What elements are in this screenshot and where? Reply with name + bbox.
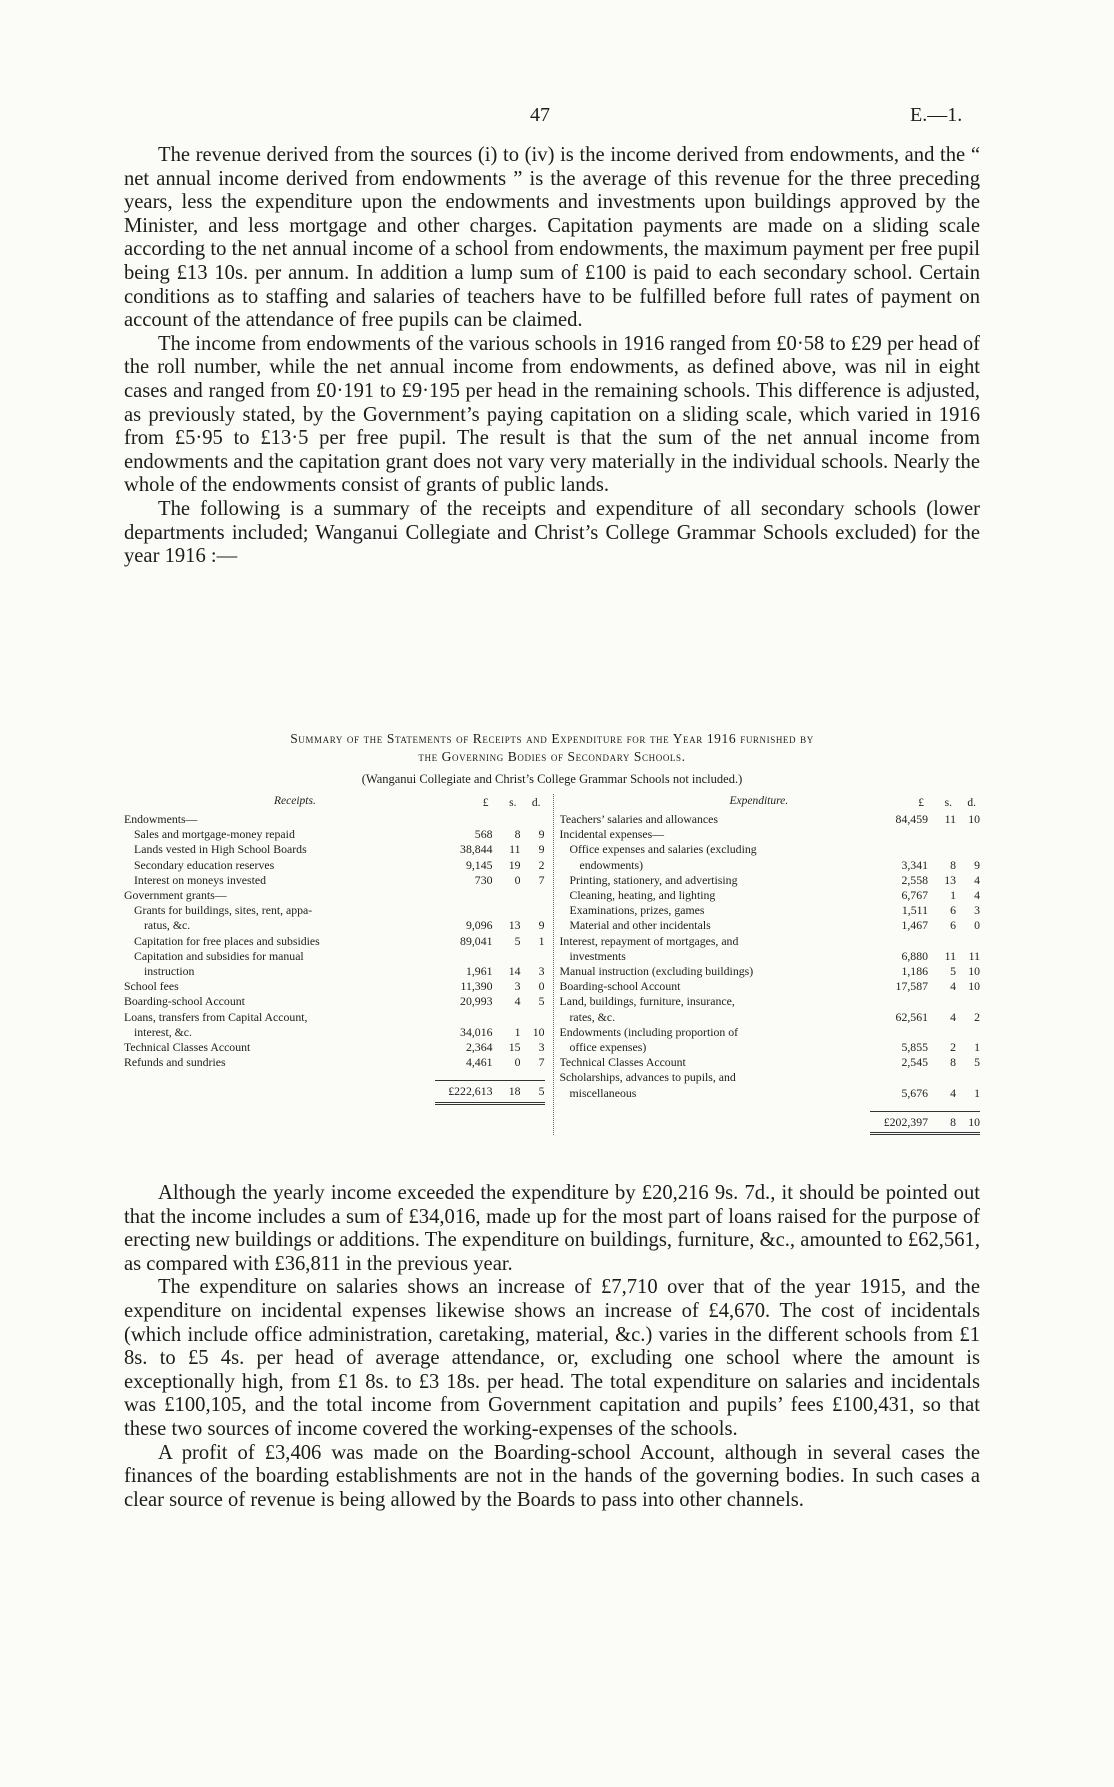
table-row xyxy=(560,858,981,873)
row-label: interest, &c. xyxy=(134,1024,192,1039)
row-label: rates, &c. xyxy=(569,1009,616,1024)
pence-cell: 5 xyxy=(974,1055,980,1070)
pence-cell: 3 xyxy=(974,903,980,918)
shillings-cell: 1 xyxy=(950,888,956,903)
row-amount xyxy=(870,979,980,994)
row-amount xyxy=(435,858,545,873)
receipts-rows xyxy=(124,812,545,1070)
row-label: Interest on moneys invested xyxy=(134,872,267,887)
row-label: Boarding-school Account xyxy=(124,994,245,1009)
pence-cell: 0 xyxy=(538,979,545,994)
row-amount xyxy=(870,873,980,888)
table-row xyxy=(560,1010,981,1025)
row-amount xyxy=(870,964,980,979)
shillings-cell: 2 xyxy=(950,1040,956,1055)
row-amount xyxy=(435,979,545,994)
table-row xyxy=(124,1025,545,1040)
row-label: Government grants— xyxy=(124,888,227,903)
pence-unit: d. xyxy=(531,797,541,809)
table-row xyxy=(124,842,545,857)
row-amount xyxy=(435,873,545,888)
paragraph: The income from endowments of the various schools in 1916 ranged from £0·58 to £29 per head of the roll number, while the net annual income from endowments, as defined above, was nil in eight cases and ranged from £0·191 to £9·195 per head in the remaining schools. This difference is adjusted, as previously stated, by the Government’s paying capitation on a sliding scale, which varied in 1916 from £5·95 to £13·5 per free pupil. The result is that the sum of the net annual income from endowments and the capitation grant does not vary very materially in the individual schools. Nearly the whole of the endowments consist of grants of public lands. xyxy=(124,332,980,497)
currency-units xyxy=(866,796,976,811)
paragraph: A profit of £3,406 was made on the Boarding-school Account, although in several cases the finances of the boarding establishments are not in the hands of the governing bodies. In such cases a clear source of revenue is being allowed by the Boards to pass into other channels. xyxy=(124,1441,980,1511)
row-amount xyxy=(870,858,980,873)
shillings-cell: 15 xyxy=(508,1040,521,1055)
shillings-cell: 6 xyxy=(950,918,956,933)
pounds-cell: 2,364 xyxy=(465,1040,493,1055)
row-label: Endowments (including proportion of xyxy=(559,1024,739,1039)
table-row xyxy=(560,1025,981,1040)
row-amount xyxy=(435,1025,545,1040)
row-amount xyxy=(435,1055,545,1070)
shillings-cell: 3 xyxy=(514,979,521,994)
pence-cell: 1 xyxy=(974,1085,980,1100)
receipts-header xyxy=(124,794,545,812)
table-title-line2: the Governing Bodies of Secondary Schools. xyxy=(418,749,686,764)
paragraph: The following is a summary of the receipts and expenditure of all secondary schools (lower departments included; Wanganui Collegiate and Christ’s College Grammar Schools excluded) for the year 1916 :— xyxy=(124,497,980,568)
pounds-cell: 34,016 xyxy=(460,1024,493,1039)
row-amount xyxy=(435,842,545,857)
total-pence: 10 xyxy=(968,1114,980,1129)
table-row xyxy=(124,827,545,842)
row-label: Printing, stationery, and advertising xyxy=(569,872,738,887)
expenditure-column xyxy=(554,794,981,1135)
table-row xyxy=(124,1010,545,1025)
shillings-cell: 11 xyxy=(509,842,521,857)
table-row xyxy=(560,903,981,918)
row-label: instruction xyxy=(144,964,195,979)
table-row xyxy=(560,888,981,903)
table-row xyxy=(124,873,545,888)
shillings-unit: s. xyxy=(509,797,517,809)
table-row xyxy=(560,1070,981,1085)
row-amount xyxy=(870,812,980,827)
page-header xyxy=(0,104,1114,134)
pounds-cell: 1,186 xyxy=(901,964,928,979)
row-label: Refunds and sundries xyxy=(124,1055,226,1070)
pence-cell: 11 xyxy=(968,948,980,963)
table-row xyxy=(560,964,981,979)
table-row xyxy=(124,903,545,918)
row-label: ratus, &c. xyxy=(144,918,191,933)
pence-cell: 4 xyxy=(974,872,980,887)
shillings-cell: 0 xyxy=(514,872,521,887)
pounds-cell: 3,341 xyxy=(901,857,928,872)
pence-cell: 2 xyxy=(538,857,545,872)
pounds-cell: 62,561 xyxy=(895,1009,928,1024)
pounds-cell: 6,880 xyxy=(901,948,928,963)
pounds-cell: 730 xyxy=(474,872,493,887)
row-label: School fees xyxy=(124,979,179,994)
currency-units xyxy=(431,796,541,811)
row-label: Sales and mortgage-money repaid xyxy=(134,827,295,842)
row-amount xyxy=(435,934,545,949)
pounds-cell: 6,767 xyxy=(901,888,928,903)
table-row xyxy=(560,934,981,949)
row-label: Technical Classes Account xyxy=(124,1040,251,1055)
row-label: Capitation for free places and subsidies xyxy=(134,933,320,948)
pounds-cell: 38,844 xyxy=(460,842,493,857)
shillings-cell: 4 xyxy=(950,979,956,994)
pounds-cell: 568 xyxy=(474,827,493,842)
pence-cell: 2 xyxy=(974,1009,980,1024)
table-row xyxy=(560,827,981,842)
row-amount xyxy=(435,1040,545,1055)
pence-cell: 10 xyxy=(968,964,980,979)
pounds-cell: 89,041 xyxy=(460,933,493,948)
shillings-cell: 19 xyxy=(508,857,521,872)
table-row xyxy=(560,994,981,1009)
table-title-line1: Summary of the Statements of Receipts and Expenditure for the Year 1916 furnished by xyxy=(290,731,814,746)
row-amount xyxy=(870,949,980,964)
pounds-cell: 5,676 xyxy=(901,1085,928,1100)
table-row xyxy=(560,1040,981,1055)
pence-cell: 0 xyxy=(974,918,980,933)
row-label: Manual instruction (excluding buildings) xyxy=(559,964,754,979)
shillings-cell: 8 xyxy=(514,827,521,842)
total-pounds: £222,613 xyxy=(448,1084,493,1099)
row-amount xyxy=(870,1055,980,1070)
row-label: Endowments— xyxy=(124,812,198,826)
total-shillings: 8 xyxy=(950,1114,956,1129)
table-subtitle: (Wanganui Collegiate and Christ’s College Grammar Schools not included.) xyxy=(361,772,743,786)
shillings-cell: 8 xyxy=(950,857,956,872)
shillings-cell: 8 xyxy=(950,1055,956,1070)
row-label: Teachers’ salaries and allowances xyxy=(559,812,718,826)
pounds-unit: £ xyxy=(918,797,924,809)
pounds-cell: 1,467 xyxy=(901,918,928,933)
row-label: endowments) xyxy=(579,857,644,872)
table-row xyxy=(124,858,545,873)
paragraph: Although the yearly income exceeded the expenditure by £20,216 9s. 7d., it should be pointed out that the income includes a sum of £34,016, made up for the most part of loans raised for the purpose of erecting new buildings or additions. The expenditure on buildings, furniture, &c., amounted to £62,561, as compared with £36,811 in the previous year. xyxy=(124,1182,980,1275)
receipts-total-wrap xyxy=(124,1070,545,1104)
pence-cell: 5 xyxy=(538,994,545,1009)
table-row xyxy=(560,979,981,994)
pounds-cell: 2,545 xyxy=(901,1055,928,1070)
row-label: Lands vested in High School Boards xyxy=(134,842,307,857)
pounds-unit: £ xyxy=(482,797,489,809)
pence-cell: 10 xyxy=(968,812,980,826)
shillings-cell: 13 xyxy=(508,918,521,933)
row-label: Secondary education reserves xyxy=(134,857,275,872)
row-label: Cleaning, heating, and lighting xyxy=(569,888,716,903)
shillings-cell: 5 xyxy=(950,964,956,979)
table-row xyxy=(560,1086,981,1101)
shillings-cell: 11 xyxy=(944,812,956,826)
table-row xyxy=(124,994,545,1009)
paragraph: The expenditure on salaries shows an increase of £7,710 over that of the year 1915, and the expenditure on incidental expenses likewise shows an increase of £4,670. The cost of incidentals (which include office administration, caretaking, material, &c.) varies in the different schools from £1 8s. to £5 4s. per head of average attendance, or, excluding one school where the amount is exceptionally high, from £1 8s. to £3 18s. per head. The total expenditure on salaries and incidentals was £100,105, and the total income from Government capitation and pupils’ fees £100,431, so that these two sources of income covered the working-expenses of the schools. xyxy=(124,1276,980,1440)
row-amount xyxy=(435,964,545,979)
receipts-total xyxy=(435,1080,545,1104)
row-label: Land, buildings, furniture, insurance, xyxy=(559,994,735,1009)
shillings-unit: s. xyxy=(944,797,952,809)
shillings-cell: 0 xyxy=(514,1055,521,1070)
pence-cell: 1 xyxy=(974,1040,980,1055)
pence-cell: 10 xyxy=(532,1024,545,1039)
shillings-cell: 13 xyxy=(944,872,956,887)
table-row xyxy=(124,1040,545,1055)
shillings-cell: 1 xyxy=(514,1024,521,1039)
row-label: Grants for buildings, sites, rent, appa- xyxy=(134,903,313,918)
shillings-cell: 4 xyxy=(950,1085,956,1100)
row-label: Examinations, prizes, games xyxy=(569,903,705,918)
body-text-bottom xyxy=(124,1182,980,1512)
expenditure-title: Expenditure. xyxy=(729,795,789,807)
pence-cell: 10 xyxy=(968,979,980,994)
table-columns xyxy=(124,794,980,1135)
pence-cell: 7 xyxy=(538,872,545,887)
table-row xyxy=(124,979,545,994)
table-row xyxy=(560,873,981,888)
row-label: miscellaneous xyxy=(569,1085,637,1100)
row-amount xyxy=(870,888,980,903)
table-row xyxy=(124,888,545,903)
table-row xyxy=(560,918,981,933)
table-row xyxy=(124,964,545,979)
pence-cell: 4 xyxy=(974,888,980,903)
pounds-cell: 11,390 xyxy=(460,979,493,994)
table-row xyxy=(560,1055,981,1070)
shillings-cell: 14 xyxy=(508,964,521,979)
summary-table xyxy=(124,730,980,1135)
row-amount xyxy=(870,1040,980,1055)
row-amount xyxy=(435,994,545,1009)
shillings-cell: 4 xyxy=(514,994,521,1009)
pence-unit: d. xyxy=(967,797,976,809)
expenditure-header xyxy=(560,794,981,812)
pounds-cell: 20,993 xyxy=(460,994,493,1009)
pounds-cell: 4,461 xyxy=(465,1055,493,1070)
receipts-column xyxy=(124,794,554,1135)
pence-cell: 9 xyxy=(538,842,545,857)
pence-cell: 9 xyxy=(538,827,545,842)
table-row xyxy=(560,842,981,857)
row-amount xyxy=(870,1086,980,1101)
expenditure-total-wrap xyxy=(560,1101,981,1135)
paragraph: The revenue derived from the sources (i) to (iv) is the income derived from endowments, and the “ net annual income derived from endowments ” is the average of this revenue for the three preceding years, less the expenditure upon the endowments and investments upon buildings approved by the Minister, and less mortgage and other charges. Capitation payments are made on a sliding scale according to the net annual income of a school from endowments, the maximum payment per free pupil being £13 10s. per annum. In addition a lump sum of £100 is paid to each secondary school. Certain conditions as to staffing and salaries of teachers have to be fulfilled before full rates of payment on account of the attendance of free pupils can be claimed. xyxy=(124,144,980,332)
shillings-cell: 6 xyxy=(950,903,956,918)
pounds-cell: 17,587 xyxy=(895,979,928,994)
table-row xyxy=(560,812,981,827)
row-label: Office expenses and salaries (excluding xyxy=(569,842,757,857)
pounds-cell: 9,096 xyxy=(465,918,493,933)
shillings-cell: 5 xyxy=(514,933,521,948)
pence-cell: 9 xyxy=(974,857,980,872)
body-text-top xyxy=(124,144,980,569)
shillings-cell: 4 xyxy=(950,1009,956,1024)
row-amount xyxy=(870,1010,980,1025)
row-label: Loans, transfers from Capital Account, xyxy=(124,1009,308,1024)
pounds-cell: 5,855 xyxy=(901,1040,928,1055)
row-label: investments xyxy=(569,948,626,963)
expenditure-rows xyxy=(560,812,981,1101)
shillings-cell: 11 xyxy=(944,948,956,963)
page-reference: E.—1. xyxy=(910,104,963,126)
pounds-cell: 1,511 xyxy=(901,903,928,918)
pence-cell: 7 xyxy=(538,1055,545,1070)
pence-cell: 3 xyxy=(538,1040,545,1055)
table-row xyxy=(124,934,545,949)
row-label: Boarding-school Account xyxy=(559,979,681,994)
row-label: Incidental expenses— xyxy=(559,827,664,842)
row-amount xyxy=(435,827,545,842)
row-label: Scholarships, advances to pupils, and xyxy=(559,1070,736,1085)
pounds-cell: 84,459 xyxy=(895,812,928,826)
table-row xyxy=(124,1055,545,1070)
row-label: Material and other incidentals xyxy=(569,918,711,933)
pence-cell: 3 xyxy=(538,964,545,979)
table-row xyxy=(560,949,981,964)
total-pounds: £202,397 xyxy=(883,1114,928,1129)
table-row xyxy=(124,949,545,964)
pounds-cell: 1,961 xyxy=(465,964,493,979)
table-row xyxy=(124,812,545,827)
table-row xyxy=(124,918,545,933)
total-shillings: 18 xyxy=(508,1084,521,1099)
row-label: office expenses) xyxy=(569,1040,647,1055)
row-label: Capitation and subsidies for manual xyxy=(134,948,304,963)
expenditure-total xyxy=(870,1111,980,1135)
pounds-cell: 9,145 xyxy=(465,857,493,872)
pounds-cell: 2,558 xyxy=(901,872,928,887)
receipts-title: Receipts. xyxy=(274,795,316,807)
pence-cell: 1 xyxy=(538,933,545,948)
page-number: 47 xyxy=(530,104,550,126)
total-pence: 5 xyxy=(538,1084,545,1099)
pence-cell: 9 xyxy=(538,918,545,933)
row-label: Interest, repayment of mortgages, and xyxy=(559,933,739,948)
row-amount xyxy=(435,918,545,933)
row-label: Technical Classes Account xyxy=(559,1055,686,1070)
row-amount xyxy=(870,918,980,933)
row-amount xyxy=(870,903,980,918)
